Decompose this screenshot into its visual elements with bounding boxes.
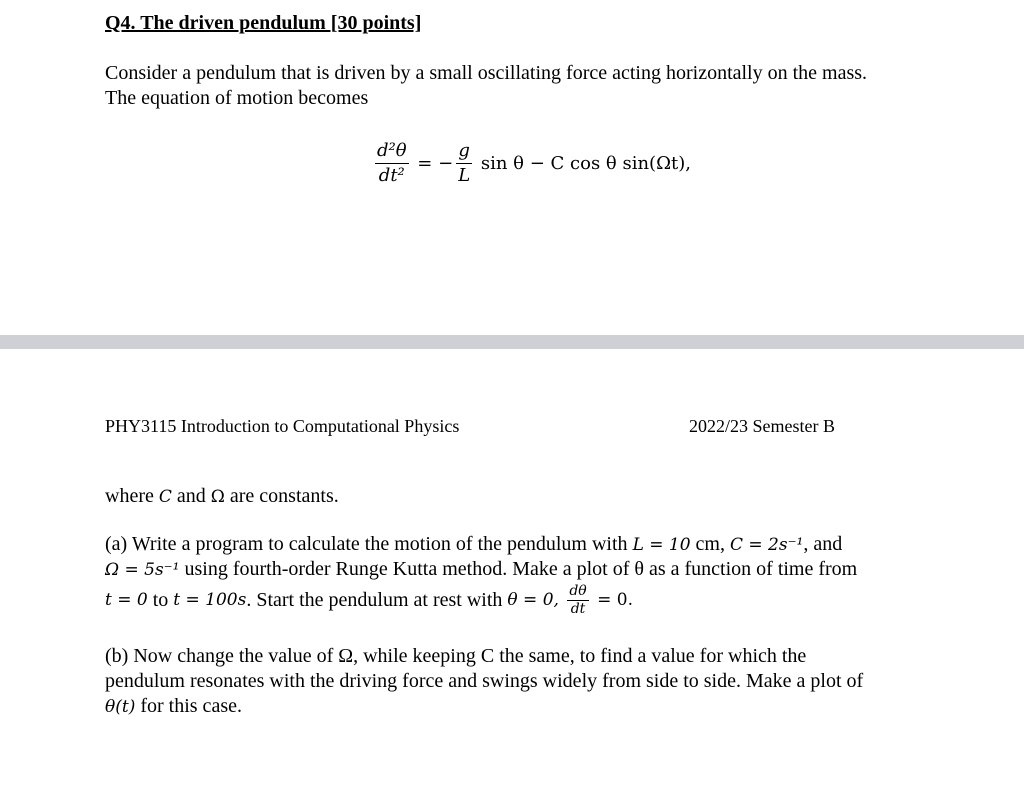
part-a-l1-mid: cm, — [690, 533, 730, 555]
lhs-fraction — [375, 140, 409, 187]
lhs-denominator: dt² — [378, 164, 405, 186]
intro-line-2: The equation of motion becomes — [105, 87, 369, 109]
page-divider — [0, 335, 1024, 349]
part-a-l1-pre: (a) Write a program to calculate the motion of the pendulum with — [105, 533, 633, 555]
part-a-l3-end: = 0. — [591, 589, 633, 610]
dt-denominator: dt — [570, 600, 586, 617]
part-a-line-3 — [105, 578, 633, 622]
L-denominator: L — [458, 164, 471, 186]
where-C: C — [158, 487, 172, 507]
semester-header: 2022/23 Semester B — [689, 416, 835, 436]
part-a-l3-math3: θ = 0, — [507, 589, 565, 610]
course-header: PHY3115 Introduction to Computational Physics — [105, 416, 460, 436]
part-a-l2-math: Ω = 5s⁻¹ — [105, 560, 180, 580]
part-a-l2-post: using fourth-order Runge Kutta method. Make a plot of θ as a function of time from — [179, 558, 858, 580]
part-b-line-3 — [105, 694, 242, 720]
part-a-l3-mid: . Start the pendulum at rest with — [246, 588, 508, 611]
dtheta-dt-fraction — [567, 584, 588, 617]
page-top — [0, 0, 1024, 335]
part-b-l3-math: θ(t) — [105, 697, 136, 717]
part-a-l1-post: , and — [803, 533, 843, 555]
intro-line-1: Consider a pendulum that is driven by a small oscillating force acting horizontally on the mass. — [105, 62, 868, 84]
equals-minus: = − — [411, 152, 454, 174]
where-and: and — [171, 485, 211, 507]
where-pre: where — [105, 485, 159, 507]
part-a-l3-to: to — [147, 588, 174, 611]
part-b-line-1: (b) Now change the value of Ω, while keeping C the same, to find a value for which the — [105, 645, 807, 667]
g-numerator: g — [456, 140, 472, 164]
question-title: Q4. The driven pendulum [30 points] — [105, 12, 422, 34]
where-omega: Ω — [210, 487, 225, 507]
g-over-L-fraction — [456, 140, 472, 187]
part-a-l3-math2: t = 100s — [173, 589, 247, 610]
equation-of-motion — [372, 133, 691, 193]
part-a-line-1 — [105, 532, 842, 558]
where-post: are constants. — [224, 485, 339, 507]
part-b-l3-post: for this case. — [135, 695, 242, 717]
dtheta-numerator: dθ — [569, 582, 587, 599]
part-a-l3-math1: t = 0 — [105, 589, 148, 610]
part-b-line-2: pendulum resonates with the driving force and swings widely from side to side. Make a plot of — [105, 670, 864, 692]
equation-rhs: sin θ − C cos θ sin(Ωt), — [475, 152, 691, 174]
part-a-l1-math1: L = 10 — [632, 535, 691, 555]
where-line — [105, 484, 339, 510]
part-a-l1-math2: C = 2s⁻¹ — [729, 535, 804, 555]
lhs-numerator: d²θ — [375, 140, 409, 164]
